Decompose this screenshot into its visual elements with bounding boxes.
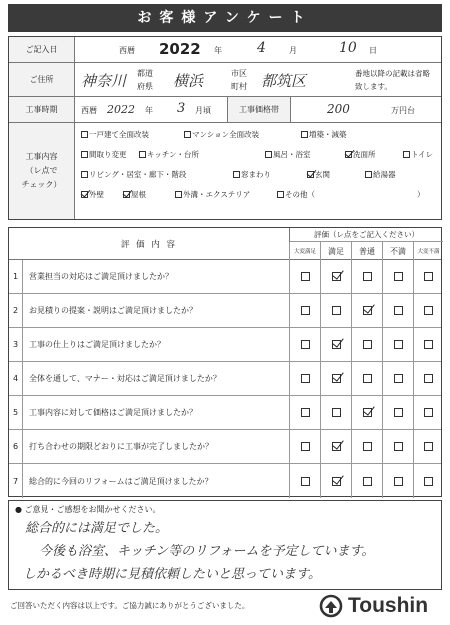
date-year[interactable]: 2022 (159, 40, 201, 58)
question-row (9, 260, 441, 294)
question-row (9, 464, 441, 498)
date-era: 西暦 (119, 46, 135, 55)
work-item[interactable]: 洗面所 (345, 149, 376, 160)
rating-checkbox[interactable] (332, 272, 341, 281)
rating-checkbox[interactable] (424, 408, 433, 417)
question-text: 全体を通して、マナー・対応はご満足頂けましたか？ (29, 374, 221, 383)
date-month[interactable]: 4 (257, 40, 266, 56)
date-day-unit: 日 (369, 46, 377, 55)
rating-cell (289, 328, 320, 361)
work-item[interactable]: 給湯器 (365, 169, 396, 180)
question-text: 工事の仕上りはご満足頂けましたか？ (29, 340, 165, 349)
rating-checkbox[interactable] (363, 340, 372, 349)
rating-checkbox[interactable] (363, 306, 372, 315)
footer-thanks: ご回答いただく内容は以上です。ご協力誠にありがとうございました。 (10, 601, 250, 610)
work-item[interactable]: 外壁 (81, 189, 104, 200)
work-checkbox[interactable] (139, 151, 146, 158)
rating-checkbox[interactable] (301, 442, 310, 451)
date-label: ご記入日 (9, 37, 75, 62)
question-number: 2 (9, 294, 23, 327)
company-logo (318, 594, 428, 618)
rating-checkbox[interactable] (363, 408, 372, 417)
rating-cell (289, 362, 320, 395)
rating-checkbox[interactable] (332, 477, 341, 486)
date-row (9, 37, 441, 63)
question-row (9, 396, 441, 430)
work-checkbox[interactable] (81, 171, 88, 178)
rating-checkbox[interactable] (363, 272, 372, 281)
date-month-unit: 月 (289, 46, 297, 55)
rating-checkbox[interactable] (394, 306, 403, 315)
work-item[interactable]: 一戸建て全面改装 (81, 129, 149, 140)
city-label-2: 町村 (231, 82, 247, 91)
question-row (9, 328, 441, 362)
date-year-unit: 年 (214, 46, 222, 55)
work-checkbox[interactable] (345, 151, 352, 158)
question-number: 3 (9, 328, 23, 361)
rating-cell (413, 362, 443, 395)
work-checkbox[interactable] (123, 191, 130, 198)
rating-checkbox[interactable] (394, 374, 403, 383)
work-content-row (9, 123, 441, 219)
rating-checkbox[interactable] (301, 272, 310, 281)
address-prefecture[interactable]: 神奈川 (81, 72, 127, 90)
question-text: お見積りの提案・説明はご満足頂けましたか？ (29, 306, 197, 315)
rating-cell (320, 294, 351, 327)
rating-cell (382, 294, 413, 327)
rating-cell (289, 396, 320, 429)
rating-checkbox[interactable] (424, 340, 433, 349)
rating-cell (382, 464, 413, 498)
rating-cell (351, 396, 382, 429)
work-checkbox[interactable] (81, 191, 88, 198)
rating-checkbox[interactable] (301, 374, 310, 383)
question-row (9, 430, 441, 464)
rating-cell (289, 294, 320, 327)
rating-cell (413, 294, 443, 327)
survey-title: お客様アンケート (8, 4, 442, 32)
scale-header-0: 大変満足 (289, 242, 320, 260)
rating-cell (382, 362, 413, 395)
prefecture-label-2: 府県 (137, 82, 153, 91)
work-item[interactable]: 間取り変更 (81, 149, 127, 160)
work-other-close: ） (417, 190, 425, 199)
question-row (9, 294, 441, 328)
rating-cell (320, 430, 351, 463)
question-number: 4 (9, 362, 23, 395)
scale-header-2: 普通 (351, 242, 382, 260)
rating-checkbox[interactable] (394, 477, 403, 486)
work-checkbox[interactable] (301, 131, 308, 138)
rating-cell (320, 396, 351, 429)
rating-checkbox[interactable] (394, 340, 403, 349)
rating-checkbox[interactable] (424, 306, 433, 315)
work-checkbox[interactable] (277, 191, 284, 198)
address-note: 番地以降の記載は省略致します。 (355, 69, 430, 91)
work-checkbox[interactable] (81, 131, 88, 138)
question-number: 7 (9, 464, 23, 498)
price-range-value[interactable]: 200 (327, 102, 350, 116)
rating-cell (320, 260, 351, 293)
scale-header-3: 不満 (382, 242, 413, 260)
question-text: 打ち合わせの期限どおりに工事が完了しましたか？ (29, 442, 213, 451)
rating-cell (413, 396, 443, 429)
period-label: 工事時期 (9, 97, 75, 122)
rating-cell (382, 328, 413, 361)
period-year-unit: 年 (145, 106, 153, 115)
comment-line: 総合的には満足でした。 (25, 521, 169, 536)
work-item[interactable]: マンション全面改装 (184, 129, 259, 140)
rating-cell (382, 396, 413, 429)
rating-checkbox[interactable] (424, 442, 433, 451)
rating-checkbox[interactable] (424, 477, 433, 486)
rating-cell (351, 328, 382, 361)
rating-cell (351, 294, 382, 327)
rating-cell (413, 464, 443, 498)
work-label-sub2: チェック） (21, 180, 62, 189)
work-item[interactable]: 増築・減築 (301, 129, 347, 140)
work-checkbox[interactable] (81, 151, 88, 158)
rating-checkbox[interactable] (301, 408, 310, 417)
scale-header-4: 大変不満 (413, 242, 443, 260)
question-text: 総合的に今回のリフォームはご満足頂けましたか？ (29, 476, 213, 486)
work-checkbox[interactable] (365, 171, 372, 178)
work-item[interactable]: その他（ (277, 189, 315, 200)
rating-cell (320, 362, 351, 395)
work-item[interactable]: トイレ (403, 149, 433, 160)
period-era: 西暦 (81, 106, 97, 115)
rating-checkbox[interactable] (332, 408, 341, 417)
rating-checkbox[interactable] (301, 306, 310, 315)
rating-checkbox[interactable] (332, 374, 341, 383)
work-item[interactable]: 玄関 (307, 169, 330, 180)
rating-checkbox[interactable] (363, 374, 372, 383)
evaluation-column-title: 評 価 内 容 (120, 239, 178, 250)
evaluation-table (8, 227, 442, 497)
period-month[interactable]: 3 (177, 101, 186, 116)
question-number: 5 (9, 396, 23, 429)
work-item[interactable]: 窓まわり (233, 169, 271, 180)
rating-cell (413, 430, 443, 463)
work-label-sub1: （レ点で (25, 166, 58, 175)
rating-cell (382, 430, 413, 463)
period-year[interactable]: 2022 (107, 103, 135, 116)
rating-checkbox[interactable] (394, 442, 403, 451)
rating-cell (289, 464, 320, 498)
work-label-main: 工事内容 (25, 152, 58, 161)
period-month-unit: 月頃 (195, 106, 211, 115)
comment-box[interactable] (8, 500, 442, 590)
price-range-label: 工事価格帯 (227, 97, 291, 122)
work-checkbox[interactable] (233, 171, 240, 178)
logo-mark-icon (318, 594, 344, 618)
comment-line: しかるべき時期に見積依頼したいと思っています。 (23, 567, 321, 582)
rating-checkbox[interactable] (394, 272, 403, 281)
rating-checkbox[interactable] (363, 442, 372, 451)
rating-checkbox[interactable] (363, 477, 372, 486)
comment-prompt: ● ご意見・ご感想をお聞かせください。 (15, 505, 161, 514)
comment-line: 今後も浴室、キッチン等のリフォームを予定しています。 (39, 544, 375, 559)
rating-cell (320, 328, 351, 361)
period-row (9, 97, 441, 123)
city-label-1: 市区 (231, 69, 247, 78)
rating-checkbox[interactable] (394, 408, 403, 417)
work-checkbox[interactable] (184, 131, 191, 138)
price-range-unit: 万円台 (391, 106, 415, 115)
evaluation-header (9, 228, 441, 260)
brand-name: Toushin (348, 594, 429, 617)
rating-checkbox[interactable] (332, 340, 341, 349)
scale-title: 評価（レ点をご記入ください） (289, 228, 443, 242)
rating-checkbox[interactable] (332, 306, 341, 315)
question-number: 6 (9, 430, 23, 463)
address-ward[interactable]: 都筑区 (261, 72, 307, 90)
rating-checkbox[interactable] (332, 442, 341, 451)
address-city[interactable]: 横浜 (173, 72, 204, 90)
rating-checkbox[interactable] (424, 374, 433, 383)
address-row (9, 63, 441, 97)
rating-cell (351, 464, 382, 498)
scale-header-1: 満足 (320, 242, 351, 260)
prefecture-label-1: 都道 (137, 69, 153, 78)
question-text: 工事内容に対して価格はご満足頂けましたか？ (29, 408, 197, 417)
work-item[interactable]: 屋根 (123, 189, 146, 200)
rating-cell (320, 464, 351, 498)
work-item[interactable]: 外溝・エクステリア (175, 189, 250, 200)
rating-cell (289, 260, 320, 293)
work-item[interactable]: リビング・居室・廊下・階段 (81, 169, 186, 180)
work-checkbox[interactable] (307, 171, 314, 178)
rating-cell (351, 362, 382, 395)
rating-checkbox[interactable] (424, 272, 433, 281)
question-row (9, 362, 441, 396)
question-number: 1 (9, 260, 23, 293)
rating-cell (351, 430, 382, 463)
rating-cell (413, 328, 443, 361)
work-checkbox[interactable] (403, 151, 410, 158)
rating-cell (289, 430, 320, 463)
question-text: 営業担当の対応はご満足頂けましたか？ (29, 272, 173, 281)
work-item[interactable]: キッチン・台所 (139, 149, 199, 160)
address-label: ご住所 (9, 63, 75, 96)
rating-cell (413, 260, 443, 293)
work-checkbox[interactable] (265, 151, 272, 158)
rating-cell (382, 260, 413, 293)
rating-cell (351, 260, 382, 293)
work-checkbox[interactable] (175, 191, 182, 198)
customer-info-form (8, 36, 442, 220)
rating-checkbox[interactable] (301, 477, 310, 486)
work-item[interactable]: 風呂・浴室 (265, 149, 311, 160)
rating-checkbox[interactable] (301, 340, 310, 349)
date-day[interactable]: 10 (339, 40, 357, 56)
work-content-label (9, 123, 75, 219)
